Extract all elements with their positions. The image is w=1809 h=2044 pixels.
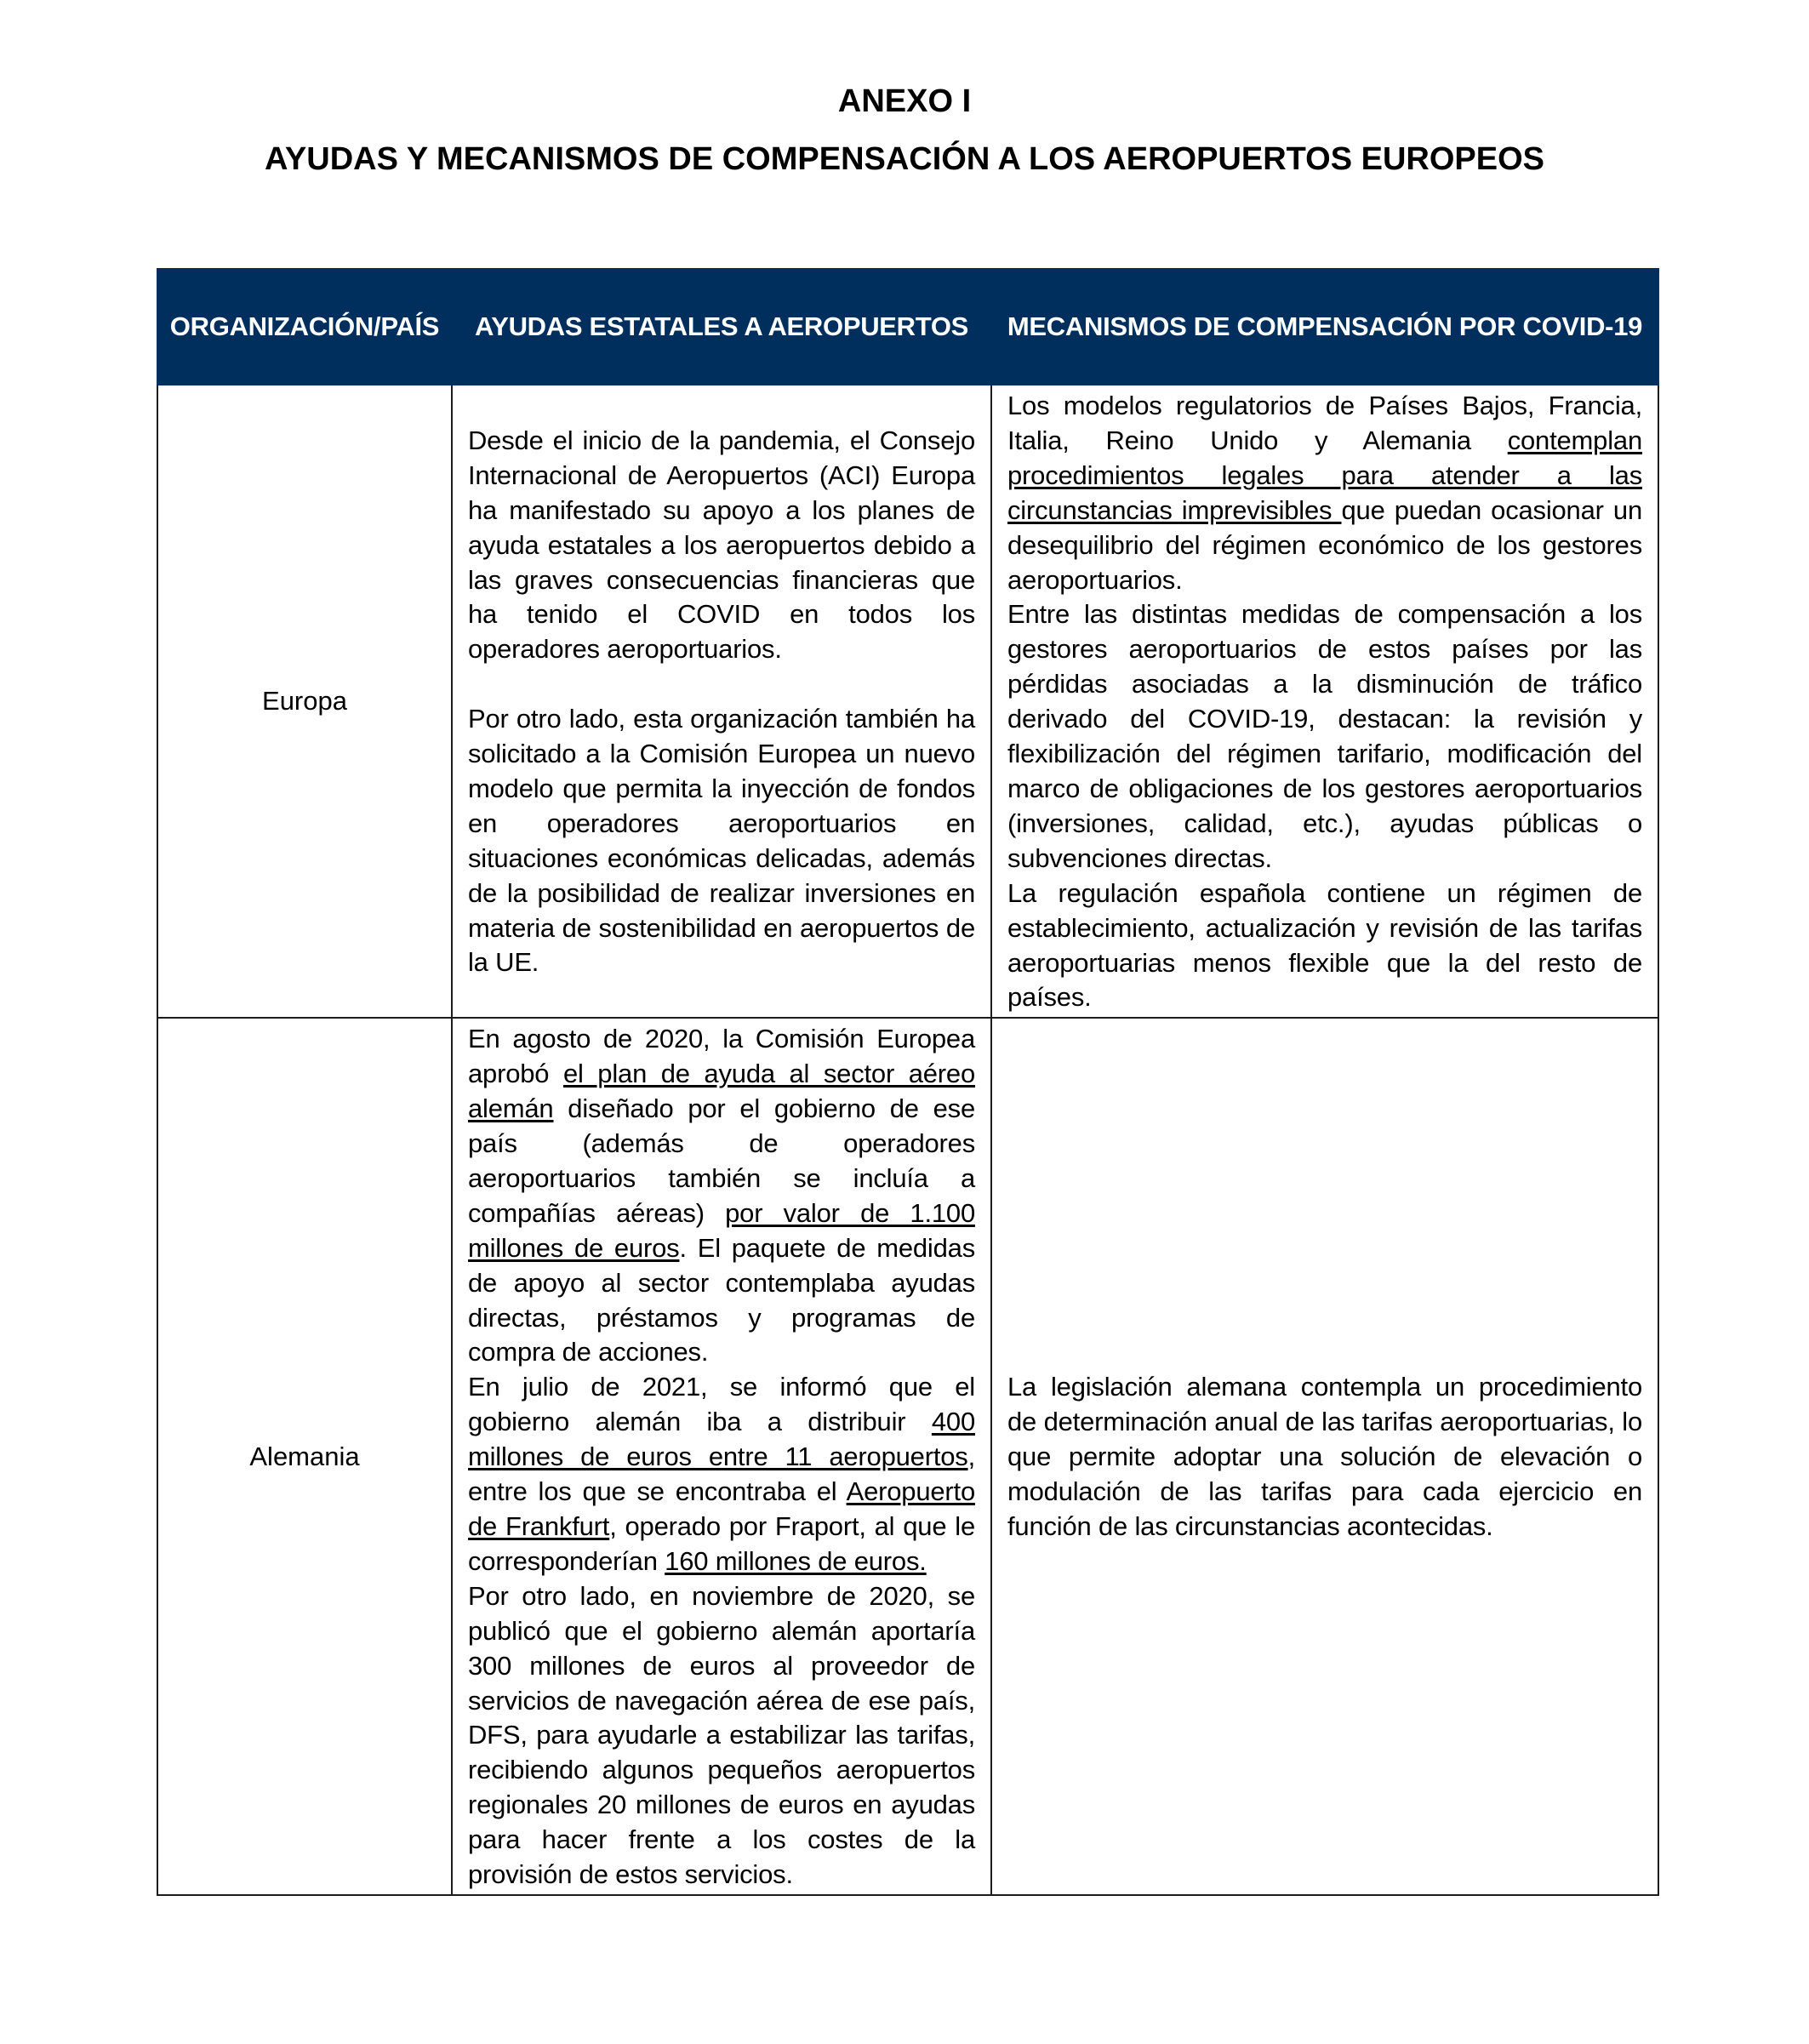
compensation-paragraph: La legislación alemana contempla un procedimiento de determinación anual de las tarifas aeroportuarias, lo que permite adoptar una solución de elevación o modulación de las tarifas para cada ejercicio en función de las circunstancias acontecidas.	[1007, 1372, 1642, 1541]
text-span: Los modelos regulatorios de Países Bajos, Francia, Italia, Reino Unido y Alemania	[1007, 391, 1642, 455]
header-state-aid: AYUDAS ESTATALES A AEROPUERTOS	[452, 269, 991, 385]
table-row-alemania	[157, 1018, 1658, 1895]
underlined-reference: contemplan procedimientos legales para atender a las circunstancias imprevisibles	[1007, 425, 1642, 525]
underlined-reference: Aeropuerto de Frankfurt	[468, 1476, 975, 1541]
underlined-reference: 400 millones de euros entre 11 aeropuertos	[468, 1407, 975, 1472]
country-cell-alemania: Alemania	[157, 1018, 452, 1895]
header-organization-country: ORGANIZACIÓN/PAÍS	[157, 269, 452, 385]
header-covid-compensation: MECANISMOS DE COMPENSACIÓN POR COVID-19	[991, 269, 1658, 385]
compensation-paragraph: Entre las distintas medidas de compensación a los gestores aeroportuarios de estos países por las pérdidas asociadas a la disminución de tráfico derivado del COVID-19, destacan: la revisión y flexibilización del régimen tarifario, modificación del marco de obligaciones de los gestores aeroportuarios (inversiones, calidad, etc.), ayudas públicas o subvenciones directas.	[1007, 599, 1642, 873]
aid-paragraph	[468, 1370, 975, 1579]
compensation-cell-europa	[991, 385, 1658, 1018]
aid-compensation-table	[157, 268, 1659, 1896]
document-title: AYUDAS Y MECANISMOS DE COMPENSACIÓN A LOS AEROPUERTOS EUROPEOS	[264, 141, 1545, 177]
compensation-paragraph: La regulación española contiene un régimen de establecimiento, actualización y revisión de las tarifas aeroportuarias menos flexible que la del resto de países.	[1007, 877, 1642, 1013]
text-span: , operado por Fraport, al que le corresponderían	[468, 1511, 975, 1576]
aid-cell-europa	[452, 385, 991, 1018]
table-header-row	[157, 269, 1658, 385]
country-cell-europa: Europa	[157, 385, 452, 1018]
aid-paragraph: Por otro lado, esta organización también ha solicitado a la Comisión Europea un nuevo modelo que permita la inyección de fondos en operadores aeroportuarios en situaciones económicas delicadas, además de la posibilidad de realizar inversiones en materia de sostenibilidad en aeropuertos de la UE.	[468, 704, 975, 978]
compensation-cell-alemania	[991, 1018, 1658, 1895]
text-span: . El paquete de medidas de apoyo al sector contemplaba ayudas directas, préstamos y programas de compra de acciones.	[468, 1232, 976, 1367]
aid-paragraph: Por otro lado, en noviembre de 2020, se publicó que el gobierno alemán aportaría 300 millones de euros al proveedor de servicios de navegación aérea de ese país, DFS, para ayudarle a estabilizar las tarifas, recibiendo algunos pequeños aeropuertos regionales 20 millones de euros en ayudas para hacer frente a los costes de la provisión de estos servicios.	[468, 1580, 975, 1890]
text-span: , entre los que se encontraba el	[468, 1442, 975, 1507]
annex-title: ANEXO I	[837, 83, 972, 119]
table-row-europa	[157, 385, 1658, 1018]
underlined-reference: 160 millones de euros.	[665, 1545, 927, 1576]
text-span: diseñado por el gobierno de ese país (además de operadores aeroportuarios también se incluía a compañías aéreas)	[468, 1093, 975, 1228]
aid-paragraph: Desde el inicio de la pandemia, el Consejo Internacional de Aeropuertos (ACI) Europa ha manifestado su apoyo a los planes de ayuda estatales a los aeropuertos debido a las graves consecuencias financieras que ha tenido el COVID en todos los operadores aeroportuarios.	[468, 425, 975, 665]
text-span: En agosto de 2020, la Comisión Europea aprobó	[468, 1024, 975, 1089]
text-span: En julio de 2021, se informó que el gobierno alemán iba a distribuir	[468, 1372, 975, 1437]
underlined-reference: por valor de 1.100 millones de euros	[468, 1197, 975, 1263]
aid-cell-alemania	[452, 1018, 991, 1895]
compensation-paragraph	[1007, 389, 1642, 597]
aid-paragraph	[468, 1022, 975, 1370]
text-span: que puedan ocasionar un desequilibrio del régimen económico de los gestores aeroportuarios.	[1007, 494, 1642, 595]
underlined-reference: el plan de ayuda al sector aéreo alemán	[468, 1059, 975, 1124]
